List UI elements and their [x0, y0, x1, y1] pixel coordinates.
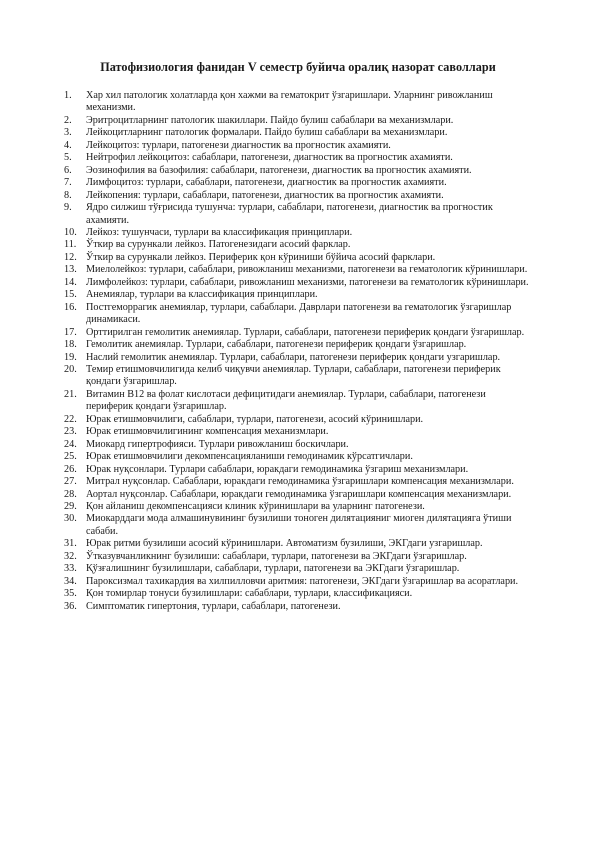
question-number: 25.: [64, 451, 77, 463]
question-text: Юрак нуқсонлари. Турлари сабаблари, юракдаги гемодинамика ўзгариш механизмлари.: [86, 463, 469, 475]
question-number: 6.: [64, 164, 72, 176]
question-number: 10.: [64, 226, 77, 238]
question-number: 16.: [64, 301, 77, 313]
question-number: 13.: [64, 264, 77, 276]
question-number: 17.: [64, 326, 77, 338]
question-number: 34.: [64, 575, 77, 587]
question-number: 18.: [64, 339, 77, 351]
question-text: Миокард гипертрофияси. Турлари ривожланиш боскичлари.: [86, 438, 349, 450]
question-item: [64, 476, 534, 488]
question-text: Лимфоцитоз: турлари, сабаблари, патогенези, диагностик ва прогностик ахамияти.: [86, 177, 447, 189]
question-item: [64, 90, 534, 115]
question-number: 14.: [64, 276, 77, 288]
question-item: [64, 489, 534, 501]
question-text: Эритроцитларнинг патологик шакиллари. Пайдо булиш сабаблари ва механизмлари.: [86, 114, 454, 126]
question-text: Қон айланиш декомпенсацияси клиник кўринишлари ва уларнинг патогенези.: [86, 500, 425, 512]
question-text: Миокарддаги мода алмашинувининг бузилиши тоноген дилятацияниг миоген дилятацияга ўтиши сабаби.: [86, 513, 512, 537]
question-item: [64, 538, 534, 550]
question-number: 27.: [64, 476, 77, 488]
question-number: 20.: [64, 363, 77, 375]
question-number: 26.: [64, 463, 77, 475]
question-text: Темир етишмовчилигида келиб чиқувчи анемиялар. Турлари, сабаблари, патогенези периферик қондаги ўзгаришлар.: [86, 363, 501, 388]
question-item: [64, 389, 534, 414]
question-text: Қон томирлар тонуси бузилишлари: сабаблари, турлари, классификацияси.: [86, 588, 413, 600]
question-text: Гемолитик анемиялар. Турлари, сабаблари, патогенези периферик қондаги ўзгаришлар.: [86, 339, 467, 351]
question-number: 23.: [64, 426, 77, 438]
question-item: [64, 152, 534, 164]
question-item: [64, 239, 534, 251]
question-number: 29.: [64, 500, 77, 512]
question-text: Лейкоцитларнинг патологик формалари. Пайдо булиш сабаблари ва механизмлари.: [86, 127, 448, 139]
question-text: Эозинофилия ва базофилия: сабаблари, патогенези, диагностик ва прогностик ахамияти.: [86, 164, 472, 176]
question-number: 12.: [64, 251, 77, 263]
question-text: Анемиялар, турлари ва классификация принциплари.: [86, 289, 318, 301]
question-item: [64, 352, 534, 364]
question-text: Витамин В12 ва фолат кислотаси дефицитидаги анемиялар. Турлари, сабаблари, патогенези периферик қондаги ўзгаришлар.: [86, 388, 486, 413]
question-text: Лимфолейкоз: турлари, сабаблари, ривожланиш механизми, патогенези ва гематологик кўринишлари.: [86, 276, 529, 288]
question-text: Юрак етишмовчилиги, сабаблари, турлари, патогенези, асосий кўринишлари.: [86, 413, 424, 425]
question-item: [64, 252, 534, 264]
question-text: Миелолейкоз: турлари, сабаблари, ривожланиш механизми, патогенези ва гематологик кўринишлари.: [86, 264, 528, 276]
question-number: 19.: [64, 351, 77, 363]
question-number: 22.: [64, 413, 77, 425]
question-item: [64, 414, 534, 426]
question-text: Юрак етишмовчилиги декомпенсацияланиши гемодинамик кўрсатгичлари.: [86, 451, 413, 463]
question-number: 1.: [64, 90, 72, 101]
question-text: Юрак ритми бузилиши асосий кўринишлари. Автоматизм бузилиши, ЭКГдаги узгаришлар.: [86, 538, 483, 550]
question-text: Митрал нуқсонлар. Сабаблари, юракдаги гемодинамика ўзгаришлари компенсация механизмлари.: [86, 476, 514, 488]
question-item: [64, 302, 534, 327]
question-text: Юрак етишмовчилигининг компенсация механизмлари.: [86, 426, 329, 438]
question-item: [64, 190, 534, 202]
question-number: 30.: [64, 513, 77, 525]
question-number: 11.: [64, 239, 77, 251]
question-item: [64, 426, 534, 438]
question-item: [64, 177, 534, 189]
question-number: 7.: [64, 177, 72, 189]
question-text: Ўтказувчанликнинг бузилиши: сабаблари, турлари, патогенези ва ЭКГдаги ўзгаришлар.: [86, 550, 467, 562]
question-number: 24.: [64, 438, 77, 450]
question-item: [64, 588, 534, 600]
question-item: [64, 551, 534, 563]
question-item: [64, 127, 534, 139]
question-item: [64, 364, 534, 389]
question-number: 28.: [64, 488, 77, 500]
question-item: [64, 464, 534, 476]
question-number: 35.: [64, 588, 77, 600]
question-number: 15.: [64, 289, 77, 301]
question-item: [64, 327, 534, 339]
question-text: Ўткир ва сурункали лейкоз. Патогенезидаги асосий фарклар.: [86, 239, 351, 251]
question-number: 3.: [64, 127, 72, 139]
question-text: Хар хил патологик холатларда қон хажми ва гематокрит ўзгаришлари. Уларнинг ривожланиш механизми.: [86, 90, 493, 114]
question-item: [64, 165, 534, 177]
question-number: 21.: [64, 388, 77, 400]
question-item: [64, 576, 534, 588]
question-number: 31.: [64, 538, 77, 550]
question-text: Ядро силжиш тўғрисида тушунча: турлари, сабаблари, патогенези, диагностик ва прогностик ахамияти.: [86, 202, 493, 226]
question-item: [64, 501, 534, 513]
question-text: Нейтрофил лейкоцитоз: сабаблари, патогенези, диагностик ва прогностик ахамияти.: [86, 152, 453, 164]
question-item: [64, 289, 534, 301]
question-item: [64, 264, 534, 276]
question-number: 4.: [64, 139, 72, 151]
question-item: [64, 339, 534, 351]
question-text: Наслий гемолитик анемиялар. Турлари, сабаблари, патогенези периферик қондаги узгаришлар.: [86, 351, 501, 363]
question-item: [64, 227, 534, 239]
question-text: Орттирилган гемолитик анемиялар. Турлари, сабаблари, патогенези периферик қондаги ўзгаришлар.: [86, 326, 525, 338]
question-item: [64, 140, 534, 152]
question-item: [64, 202, 534, 227]
question-text: Симптоматик гипертония, турлари, сабаблари, патогенези.: [86, 600, 341, 612]
question-number: 8.: [64, 189, 72, 201]
question-number: 32.: [64, 550, 77, 562]
document-title: Патофизиология фанидан V семестр буйича оралиқ назорат саволлари: [100, 60, 496, 74]
question-item: [64, 277, 534, 289]
question-item: [64, 563, 534, 575]
question-text: Лейкоз: тушунчаси, турлари ва классификация принциплари.: [86, 226, 353, 238]
question-text: Постгеморрагик анемиялар, турлари, сабаблари. Даврлари патогенези ва гематологик ўзгаришлар динамикаси.: [86, 301, 512, 326]
question-text: Қўзғалишнинг бузилишлари, сабаблари, турлари, патогенези ва ЭКГдаги ўзгаришлар.: [86, 563, 460, 575]
question-number: 2.: [64, 114, 72, 126]
question-text: Лейкоцитоз: турлари, патогенези диагностик ва прогностик ахамияти.: [86, 139, 391, 151]
question-number: 5.: [64, 152, 72, 164]
question-number: 36.: [64, 600, 77, 612]
question-text: Пароксизмал тахикардия ва хилпилловчи аритмия: патогенези, ЭКГдаги ўзгаришлар ва асоратлари.: [86, 575, 519, 587]
questions-list: [64, 90, 534, 613]
question-item: [64, 439, 534, 451]
question-text: Лейкопения: турлари, сабаблари, патогенези, диагностик ва прогностик ахамияти.: [86, 189, 444, 201]
question-number: 9.: [64, 202, 72, 214]
question-item: [64, 601, 534, 613]
question-item: [64, 513, 534, 538]
question-item: [64, 451, 534, 463]
question-text: Аортал нуқсонлар. Сабаблари, юракдаги гемодинамика ўзгаришлари компенсация механизмлари.: [86, 488, 512, 500]
question-number: 33.: [64, 563, 77, 575]
question-item: [64, 115, 534, 127]
question-text: Ўткир ва сурункали лейкоз. Периферик қон кўриниши бўйича асосий фарклари.: [86, 251, 436, 263]
